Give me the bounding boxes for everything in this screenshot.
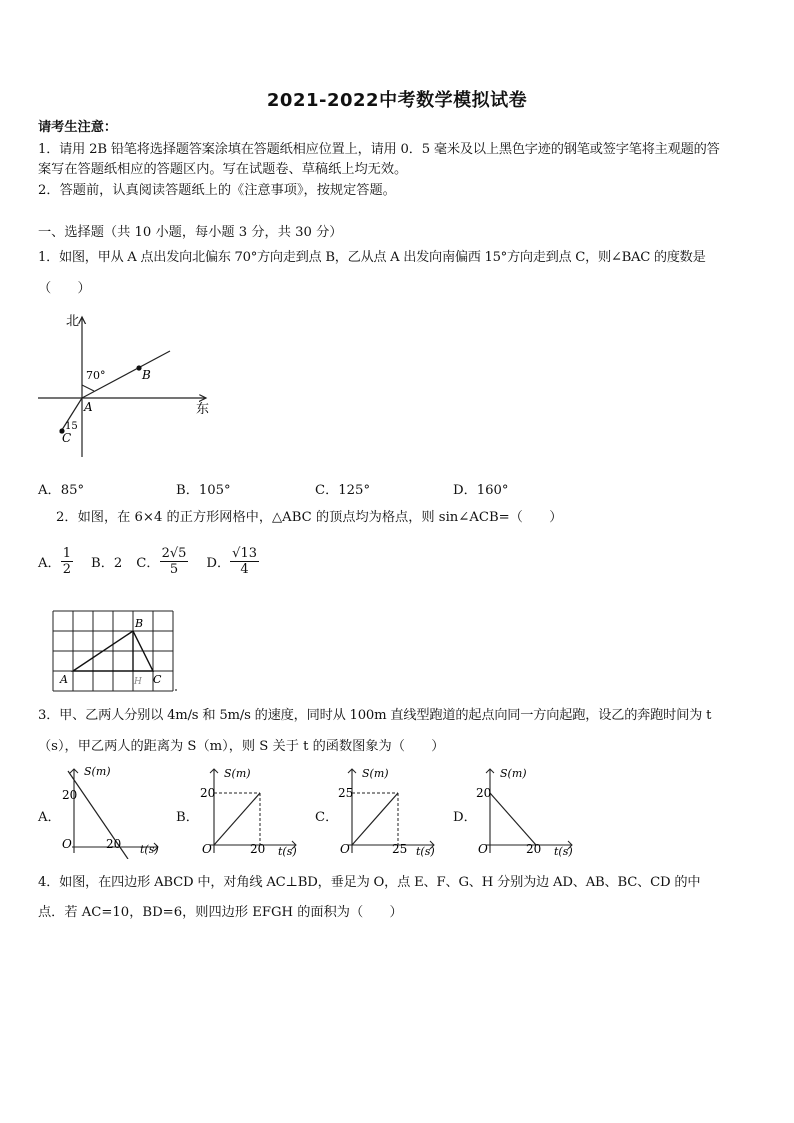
angle-70-arc <box>82 385 94 391</box>
graph-c-line <box>352 793 398 845</box>
notice-line-2: 2．答题前，认真阅读答题纸上的《注意事项》，按规定答题。 <box>38 183 396 198</box>
notice-line-1b: 案写在答题纸相应的答题区内。写在试题卷、草稿纸上均无效。 <box>38 162 408 177</box>
q2-option-a-num: 1 <box>62 546 71 561</box>
grid-label-c: C <box>153 673 162 686</box>
q1-option-b[interactable]: B．105° <box>176 483 231 498</box>
q2-option-a-label: A． <box>38 556 61 571</box>
q3-graph-a <box>62 763 162 859</box>
q1-stem-line-1: 1．如图，甲从 A 点出发向北偏东 70°方向走到点 B，乙从点 A 出发向南偏西 15°方向走到点 C，则∠BAC 的度数是 <box>38 250 706 265</box>
q2-option-a-den: 2 <box>62 562 71 577</box>
q2-option-a[interactable] <box>38 546 73 577</box>
graph-c-origin: O <box>340 842 350 856</box>
q4-stem-line-1: 4．如图，在四边形 ABCD 中，对角线 AC⊥BD，垂足为 O，点 E、F、G、H 分别为边 AD、AB、BC、CD 的中 <box>38 875 701 890</box>
q1-compass-figure <box>30 305 220 465</box>
q2-grid-figure <box>50 608 182 694</box>
q1-option-d[interactable]: D．160° <box>453 483 509 498</box>
graph-d-ylabel: S(m) <box>500 767 527 780</box>
q2-option-d-label: D． <box>206 556 231 571</box>
q1-option-c[interactable]: C．125° <box>315 483 371 498</box>
q3-graph-b <box>200 765 300 861</box>
angle-15-label: 15 <box>65 421 78 432</box>
q2-option-d[interactable] <box>206 546 259 577</box>
q3-option-c[interactable]: C． <box>315 810 339 825</box>
q3-graph-d <box>476 765 576 861</box>
graph-c-xtick: 25 <box>392 842 408 856</box>
q4-stem-line-2: 点．若 AC=10，BD=6，则四边形 EFGH 的面积为（ ） <box>38 905 403 920</box>
q2-option-d-fraction <box>230 546 259 577</box>
north-label: 北 <box>66 314 80 329</box>
graph-b-ytick: 20 <box>200 786 216 800</box>
graph-b-ylabel: S(m) <box>224 767 251 780</box>
graph-b-line <box>214 793 260 845</box>
page-title: 2021-2022中考数学模拟试卷 <box>266 90 528 111</box>
graph-a-ytick: 20 <box>62 788 78 802</box>
graph-a-xtick: 20 <box>106 837 122 851</box>
q3-graph-c <box>338 765 438 861</box>
grid-label-a: A <box>60 673 68 686</box>
notice-line-1a: 1．请用 2B 铅笔将选择题答案涂填在答题纸相应位置上，请用 0．5 毫米及以上黑色字迹的钢笔或签字笔将主观题的答 <box>38 142 720 157</box>
graph-d-line <box>490 793 536 845</box>
section-heading: 一、选择题（共 10 小题，每小题 3 分，共 30 分） <box>38 225 343 240</box>
q3-option-a[interactable]: A． <box>38 810 61 825</box>
label-a: A <box>84 400 93 414</box>
q2-stem: 2．如图，在 6×4 的正方形网格中，△ABC 的顶点均为格点，则 sin∠ACB=（ ） <box>56 510 563 525</box>
q2-option-b[interactable]: B．2 <box>91 556 123 571</box>
graph-d-origin: O <box>478 842 488 856</box>
grid-dot <box>175 689 177 691</box>
q2-options <box>38 546 259 577</box>
graph-b-xtick: 20 <box>250 842 266 856</box>
angle-70-label: 70° <box>86 369 106 382</box>
point-b <box>136 365 141 370</box>
label-b: B <box>142 368 151 382</box>
q2-option-d-den: 4 <box>240 562 249 577</box>
q3-option-b[interactable]: B． <box>176 810 199 825</box>
grid-label-h: H <box>134 677 142 687</box>
graph-b-origin: O <box>202 842 212 856</box>
q2-option-c-num: 2√5 <box>161 546 187 561</box>
q1-stem-line-2: （ ） <box>38 281 91 296</box>
graph-a-origin: O <box>62 837 72 851</box>
notice-heading: 请考生注意： <box>38 120 118 135</box>
graph-c-ytick: 25 <box>338 786 354 800</box>
q3-stem-line-2: （s），甲乙两人的距离为 S（m），则 S 关于 t 的函数图象为（ ） <box>38 739 445 754</box>
graph-b-xlabel: t(s) <box>278 845 297 858</box>
grid-label-b: B <box>135 617 144 630</box>
graph-a-xlabel: t(s) <box>140 843 159 856</box>
graph-d-ytick: 20 <box>476 786 492 800</box>
graph-d-xlabel: t(s) <box>554 845 573 858</box>
q1-option-a[interactable]: A．85° <box>38 483 85 498</box>
east-label: 东 <box>196 402 210 417</box>
graph-d-xtick: 20 <box>526 842 542 856</box>
label-c: C <box>62 431 72 445</box>
graph-c-ylabel: S(m) <box>362 767 389 780</box>
q2-option-d-num: √13 <box>232 546 257 561</box>
q2-option-c-fraction <box>160 546 189 577</box>
q3-stem-line-1: 3．甲、乙两人分别以 4m/s 和 5m/s 的速度，同时从 100m 直线型跑道的起点向同一方向起跑，设乙的奔跑时间为 t <box>38 708 712 723</box>
graph-a-ylabel: S(m) <box>84 765 111 778</box>
q2-option-c-den: 5 <box>169 562 179 577</box>
q3-option-d[interactable]: D． <box>453 810 477 825</box>
q2-option-c-label: C． <box>136 556 160 571</box>
graph-c-xlabel: t(s) <box>416 845 435 858</box>
q2-option-a-fraction <box>61 546 73 577</box>
q2-option-c[interactable] <box>136 546 188 577</box>
